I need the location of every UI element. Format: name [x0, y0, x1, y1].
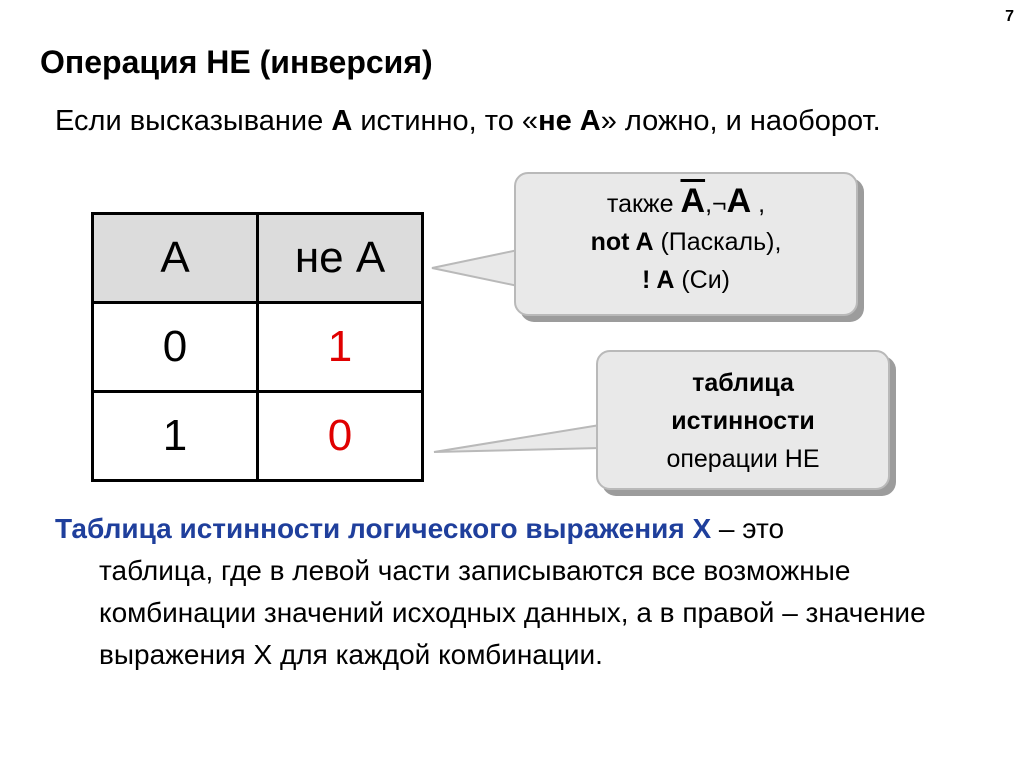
intro-part3: » ложно, и наоборот. — [600, 105, 881, 137]
also-label: также — [606, 190, 681, 218]
intro-not-a: не А — [538, 105, 601, 137]
header-a: A — [93, 214, 258, 303]
slide-title: Операция НЕ (инверсия) — [40, 44, 433, 80]
overbar-a: $\overline{A}$ — [680, 182, 706, 220]
cell-a-value: 1 — [93, 392, 258, 481]
definition — [55, 508, 975, 676]
notation-comma: , — [705, 190, 713, 218]
c-code: ! A — [641, 266, 675, 294]
callout-notation-tail — [432, 250, 518, 286]
neg-a: A — [726, 182, 752, 220]
pascal-code: not A — [590, 228, 654, 256]
neg-symbol: ¬ — [712, 190, 727, 218]
pascal-label: (Паскаль), — [653, 228, 782, 256]
intro-part1: Если высказывание — [55, 105, 332, 137]
definition-first-line — [55, 508, 975, 550]
cell-not-a-value: 0 — [258, 392, 423, 481]
notation-trailing-comma: , — [751, 190, 766, 218]
callout-table-line1: таблица — [692, 369, 794, 397]
callout-table-line3: операции НЕ — [666, 445, 820, 473]
callout-table-tail — [434, 425, 600, 452]
intro-part2: истинно, то « — [352, 105, 539, 137]
callout-notation-line3 — [516, 261, 856, 299]
definition-body: таблица, где в левой части записываются все возможные комбинации значений исходных данных, а в правой – значение выражения X для каждой комбинации. — [99, 555, 926, 670]
callout-table-line2: истинности — [671, 407, 815, 435]
callout-truth-table — [596, 350, 890, 490]
header-not-a: не A — [258, 214, 423, 303]
callout-notation — [514, 172, 858, 316]
callout-notation-line2 — [516, 223, 856, 261]
definition-dash: – это — [711, 513, 785, 544]
callout-notation-line1 — [516, 174, 856, 223]
page-number: 7 — [1005, 8, 1014, 25]
cell-not-a-value: 1 — [258, 303, 423, 392]
intro-var-a: A — [331, 105, 353, 137]
definition-term: Таблица истинности логического выражения X — [55, 513, 712, 544]
cell-a-value: 0 — [93, 303, 258, 392]
c-label: (Си) — [674, 266, 731, 294]
